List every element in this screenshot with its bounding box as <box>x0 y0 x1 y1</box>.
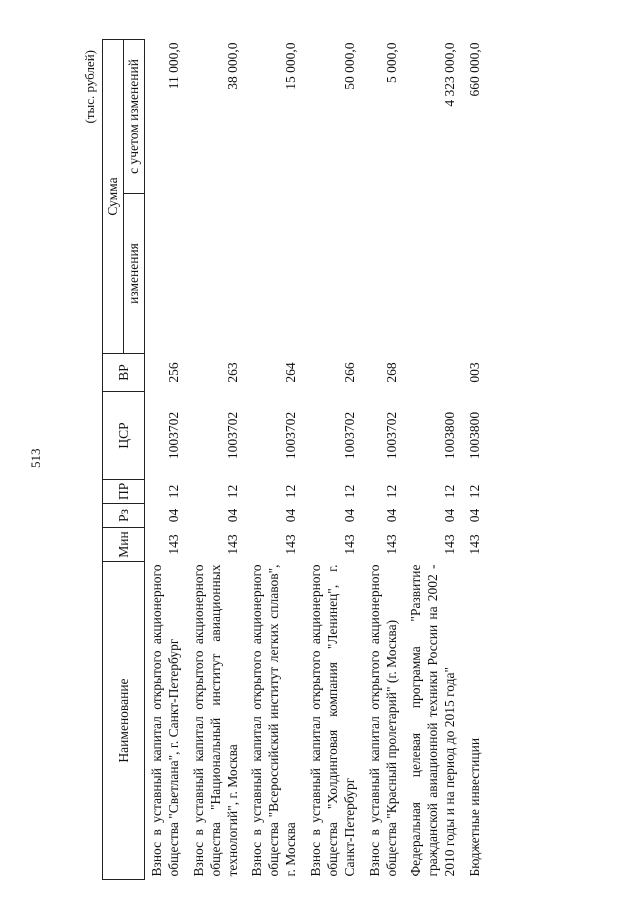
cell-min: 143 <box>283 534 299 555</box>
cell-name: Взнос в уставный капитал открытого акционерного общества "Всероссийский институт легких сплавов", г. Москва <box>249 564 299 877</box>
header-name: Наименование <box>103 562 145 880</box>
cell-pr: 12 <box>467 484 482 499</box>
cell-csr: 1003800 <box>442 411 458 460</box>
cell-vr: 003 <box>467 362 482 383</box>
cell-csr: 1003800 <box>467 411 482 460</box>
cell-with-changes: 660 000,0 <box>467 42 482 97</box>
cell-vr: 264 <box>283 362 299 383</box>
cell-min: 143 <box>442 534 458 555</box>
table-row <box>363 39 405 879</box>
cell-name: Взнос в уставный капитал открытого акционерного общества "Национальный институт авиационных технологий", г. Москва <box>190 564 240 877</box>
header-min: Мин <box>103 528 145 562</box>
cell-changes <box>463 194 488 354</box>
table-row <box>463 39 488 879</box>
cell-with-changes: 15 000,0 <box>283 42 299 90</box>
cell-changes <box>304 194 363 354</box>
header-with-changes: с учетом изменений <box>124 39 145 193</box>
cell-changes <box>145 194 187 354</box>
header-rz: Рз <box>103 504 145 528</box>
units-label: (тыс. рублей) <box>82 50 97 124</box>
cell-vr: 266 <box>341 362 357 383</box>
cell-csr: 1003702 <box>224 411 240 460</box>
cell-rz: 04 <box>341 508 357 523</box>
cell-min: 143 <box>165 534 181 555</box>
cell-rz: 04 <box>165 508 181 523</box>
table-row <box>187 39 246 879</box>
table-row <box>245 39 304 879</box>
cell-csr: 1003702 <box>383 411 399 460</box>
table-row <box>304 39 363 879</box>
cell-pr: 12 <box>383 484 399 499</box>
table-row <box>404 39 463 879</box>
cell-rz: 04 <box>224 508 240 523</box>
cell-name: Взнос в уставный капитал открытого акционерного общества "Холдинговая компания "Ленинец", г. Санкт-Петербург <box>308 564 357 877</box>
cell-name: Бюджетные инвестиции <box>467 737 482 877</box>
header-vr: ВР <box>103 354 145 392</box>
cell-rz: 04 <box>442 508 458 523</box>
cell-vr: 268 <box>383 362 399 383</box>
cell-pr: 12 <box>165 484 181 499</box>
cell-vr <box>404 354 463 392</box>
cell-rz: 04 <box>283 508 299 523</box>
cell-changes <box>187 194 246 354</box>
cell-csr: 1003702 <box>165 411 181 460</box>
rotated-document <box>82 40 602 880</box>
cell-name: Взнос в уставный капитал открытого акционерного общества "Красный пролетарий" (г. Москва) <box>366 564 399 877</box>
cell-with-changes: 5 000,0 <box>383 42 399 83</box>
cell-csr: 1003702 <box>341 411 357 460</box>
header-pr: ПР <box>103 480 145 504</box>
cell-pr: 12 <box>283 484 299 499</box>
cell-changes <box>245 194 304 354</box>
cell-pr: 12 <box>442 484 458 499</box>
cell-name: Федеральная целевая программа "Развитие гражданской авиационной техники России на 2002 - 2010 годы и на период до 2015 года" <box>408 564 458 877</box>
cell-vr: 263 <box>224 362 240 383</box>
table-row <box>145 39 187 879</box>
cell-rz: 04 <box>467 508 482 523</box>
cell-name: Взнос в уставный капитал открытого акционерного общества "Светлана", г. Санкт-Петербург <box>149 564 181 877</box>
cell-rz: 04 <box>383 508 399 523</box>
cell-csr: 1003702 <box>283 411 299 460</box>
cell-min: 143 <box>467 534 482 555</box>
cell-changes <box>363 194 405 354</box>
header-csr: ЦСР <box>103 392 145 480</box>
cell-vr: 256 <box>165 362 181 383</box>
header-sum: Сумма <box>103 39 124 353</box>
cell-with-changes: 11 000,0 <box>165 42 181 90</box>
cell-min: 143 <box>224 534 240 555</box>
cell-with-changes: 50 000,0 <box>341 42 357 90</box>
cell-with-changes: 4 323 000,0 <box>442 42 458 107</box>
cell-changes <box>404 194 463 354</box>
cell-pr: 12 <box>341 484 357 499</box>
header-changes: изменения <box>124 194 145 354</box>
budget-table <box>102 39 488 880</box>
cell-min: 143 <box>383 534 399 555</box>
cell-min: 143 <box>341 534 357 555</box>
page-number: 513 <box>28 448 43 468</box>
cell-with-changes: 38 000,0 <box>224 42 240 90</box>
cell-pr: 12 <box>224 484 240 499</box>
